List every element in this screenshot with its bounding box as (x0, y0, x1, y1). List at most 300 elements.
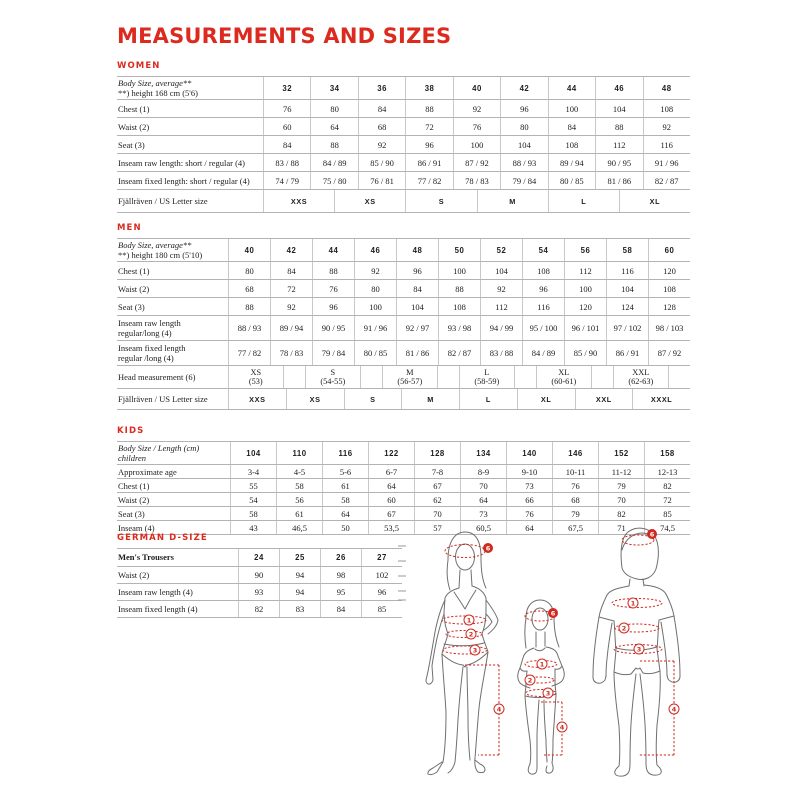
women-row-label (117, 190, 263, 212)
men-size-column-header: 44 (312, 239, 354, 261)
women-row-label-line: Fjällräven / US Letter size (118, 196, 208, 207)
men-row-label (117, 298, 228, 315)
men-size-column-header: 58 (606, 239, 648, 261)
kids-table-cell: 60,5 (460, 521, 506, 534)
men-table-cell: 94 / 99 (480, 316, 522, 340)
women-table-cell: 104 (595, 100, 642, 117)
men-table-cell: 72 (270, 280, 312, 297)
women-table-cell: 90 / 95 (595, 154, 642, 171)
women-table-cell: 88 (405, 100, 452, 117)
woman-seat-callout-number: 3 (472, 646, 478, 655)
child-left-leg (525, 696, 539, 774)
kids-size-column-header: 116 (322, 442, 368, 464)
kids-table-cell: 64 (506, 521, 552, 534)
women-size-column-header: 46 (595, 77, 642, 99)
women-row-label-line: Inseam fixed length: short / regular (4) (118, 175, 250, 186)
kids-table-cell: 4-5 (276, 465, 322, 478)
men-row-label-line: Waist (2) (118, 283, 150, 294)
men-row-label (117, 316, 228, 340)
woman-chest-callout-number: 1 (466, 616, 472, 625)
women-size-column-header: 38 (405, 77, 452, 99)
kids-table-cell: 50 (322, 521, 368, 534)
women-table-cell: 83 / 88 (263, 154, 310, 171)
men-head-size-cell (613, 366, 669, 388)
german-table-cell: 90 (238, 567, 279, 583)
woman-head-line (445, 545, 485, 558)
women-letter-size-cell: XS (334, 190, 405, 212)
man-head-callout-number: 6 (649, 530, 655, 539)
kids-table-cell: 62 (414, 493, 460, 506)
women-letter-size-row (117, 190, 690, 213)
women-table-cell: 100 (453, 136, 500, 153)
men-table-cell: 108 (648, 280, 690, 297)
women-table-cell: 96 (405, 136, 452, 153)
kids-table-cell: 68 (552, 493, 598, 506)
kids-table-cell: 58 (322, 493, 368, 506)
men-table-cell: 116 (522, 298, 564, 315)
kids-table-cell: 76 (552, 479, 598, 492)
men-row-label-line: Chest (1) (118, 265, 150, 276)
men-head-size-gap (361, 366, 382, 388)
german-table-cell: 94 (279, 584, 320, 600)
kids-table-cell: 64 (322, 507, 368, 520)
men-table-cell: 84 / 89 (522, 341, 564, 365)
men-table-cell: 96 (312, 298, 354, 315)
kids-table-cell: 79 (598, 479, 644, 492)
men-letter-size-cell: XXL (575, 389, 633, 409)
men-table-cell: 76 (312, 280, 354, 297)
men-head-size-cell (536, 366, 592, 388)
men-table-cell: 124 (606, 298, 648, 315)
men-header-row (117, 239, 690, 262)
men-header-label (117, 239, 228, 261)
men-size-column-header: 42 (270, 239, 312, 261)
women-letter-size-cell: XXS (263, 190, 334, 212)
kids-table-cell: 73 (460, 507, 506, 520)
men-table-cell: 96 (396, 262, 438, 279)
german-table-cell: 96 (361, 584, 402, 600)
men-row-label (117, 280, 228, 297)
woman-head-callout-number: 6 (485, 544, 491, 553)
kids-table-cell: 53,5 (368, 521, 414, 534)
woman-left-leg (428, 654, 463, 775)
men-table-cell: 97 / 102 (606, 316, 648, 340)
men-table-row (117, 298, 690, 316)
german-size-column-header: 27 (361, 549, 402, 566)
men-table-cell: 79 / 84 (312, 341, 354, 365)
men-table-cell: 80 / 85 (354, 341, 396, 365)
kids-table-row (117, 465, 690, 479)
man-right-arm (661, 616, 680, 682)
men-table-cell: 128 (648, 298, 690, 315)
men-table-cell: 92 / 97 (396, 316, 438, 340)
women-table-cell: 96 (500, 100, 547, 117)
kids-table-cell: 60 (368, 493, 414, 506)
kids-row-label-line: Waist (2) (118, 494, 150, 505)
kids-table-cell: 85 (644, 507, 690, 520)
german-table-cell: 84 (320, 601, 361, 617)
kids-size-column-header: 140 (506, 442, 552, 464)
men-head-size-label: XL (558, 367, 570, 377)
german-row-label-line: Inseam fixed length (4) (118, 603, 198, 614)
kids-size-column-header: 104 (230, 442, 276, 464)
german-table-cell: 95 (320, 584, 361, 600)
women-table-cell: 79 / 84 (500, 172, 547, 189)
women-table-cell: 104 (500, 136, 547, 153)
kids-table-cell: 67,5 (552, 521, 598, 534)
kids-table-row (117, 479, 690, 493)
kids-size-column-header: 158 (644, 442, 690, 464)
men-row-label-line: regular /long (4) (118, 353, 174, 364)
men-table-cell: 84 (396, 280, 438, 297)
women-table-cell: 89 / 94 (548, 154, 595, 171)
women-size-column-header: 48 (643, 77, 690, 99)
men-table-cell: 100 (438, 262, 480, 279)
page-title: MEASUREMENTS AND SIZES (117, 24, 452, 48)
women-table-cell: 84 / 89 (310, 154, 357, 171)
german-table-cell: 85 (361, 601, 402, 617)
women-table-cell: 80 (500, 118, 547, 135)
women-letter-size-cell: XL (619, 190, 690, 212)
kids-table-cell: 57 (414, 521, 460, 534)
woman-shoulders (445, 586, 486, 598)
kids-header-label-line: Body Size / Length (cm) children (118, 443, 200, 464)
men-table-cell: 88 (312, 262, 354, 279)
german-size-column-header: 24 (238, 549, 279, 566)
german-table-row (117, 567, 402, 584)
men-size-column-header: 52 (480, 239, 522, 261)
section-kids (117, 426, 690, 535)
men-table-cell: 112 (564, 262, 606, 279)
woman-figure (426, 532, 498, 775)
kids-table-cell: 8-9 (460, 465, 506, 478)
woman-left-arm (426, 600, 445, 684)
men-table-cell: 85 / 90 (564, 341, 606, 365)
kids-size-table (117, 441, 690, 535)
german-table-cell: 83 (279, 601, 320, 617)
kids-table-cell: 67 (414, 479, 460, 492)
kids-table-cell: 58 (230, 507, 276, 520)
kids-table-cell: 43 (230, 521, 276, 534)
men-table-cell: 93 / 98 (438, 316, 480, 340)
men-head-size-cell (459, 366, 515, 388)
men-table-cell: 112 (480, 298, 522, 315)
men-head-size-range: (60-61) (551, 377, 577, 387)
men-table-cell: 77 / 82 (228, 341, 270, 365)
kids-table-cell: 61 (322, 479, 368, 492)
kids-row-label-line: Chest (1) (118, 480, 150, 491)
women-table-cell: 72 (405, 118, 452, 135)
women-table-cell: 80 (310, 100, 357, 117)
men-letter-size-cell: XXS (228, 389, 286, 409)
men-table-cell: 120 (564, 298, 606, 315)
women-table-cell: 84 (358, 100, 405, 117)
women-table-cell: 92 (643, 118, 690, 135)
men-letter-size-cell: XXXL (632, 389, 690, 409)
women-table-cell: 84 (263, 136, 310, 153)
german-table-row (117, 584, 402, 601)
kids-row-label (117, 479, 230, 492)
kids-table-cell: 76 (506, 507, 552, 520)
men-table-cell: 81 / 86 (396, 341, 438, 365)
men-letter-size-cell: XL (517, 389, 575, 409)
women-table-row (117, 100, 690, 118)
women-header-label-line: **) height 168 cm (5'6) (118, 88, 198, 99)
women-table-cell: 86 / 91 (405, 154, 452, 171)
kids-table-cell: 55 (230, 479, 276, 492)
women-table-cell: 78 / 83 (453, 172, 500, 189)
women-header-label-line: Body Size, average** (118, 78, 192, 88)
women-row-label (117, 154, 263, 171)
men-row-label (117, 341, 228, 365)
child-right-leg (544, 695, 556, 773)
men-size-column-header: 50 (438, 239, 480, 261)
men-table-cell: 100 (564, 280, 606, 297)
kids-table-cell: 5-6 (322, 465, 368, 478)
men-table-cell: 84 (270, 262, 312, 279)
woman-waist-line (446, 631, 482, 638)
women-table-cell: 64 (310, 118, 357, 135)
kids-size-column-header: 152 (598, 442, 644, 464)
german-header-label (117, 549, 238, 566)
women-size-column-header: 34 (310, 77, 357, 99)
men-table-cell: 98 / 103 (648, 316, 690, 340)
woman-tank-hem (444, 643, 484, 646)
measurement-illustration (398, 524, 694, 794)
women-letter-size-cell: L (548, 190, 619, 212)
women-size-column-header: 44 (548, 77, 595, 99)
woman-waist-callout-number: 2 (468, 630, 474, 639)
men-table-cell: 104 (480, 262, 522, 279)
women-table-cell: 100 (548, 100, 595, 117)
men-table-row (117, 280, 690, 298)
women-header-row (117, 77, 690, 100)
kids-table-cell: 82 (598, 507, 644, 520)
kids-table-cell: 82 (644, 479, 690, 492)
german-table-cell: 102 (361, 567, 402, 583)
kids-size-column-header: 122 (368, 442, 414, 464)
german-table-cell: 98 (320, 567, 361, 583)
child-chest-callout-number: 1 (539, 660, 545, 669)
german-table-row (117, 601, 402, 618)
men-row-label-line: Head measurement (6) (118, 372, 196, 383)
men-head-measurement-cells (228, 366, 690, 388)
child-waist-callout-number: 2 (527, 676, 533, 685)
men-table-cell: 96 / 101 (564, 316, 606, 340)
men-table-row (117, 341, 690, 366)
german-table-cell: 93 (238, 584, 279, 600)
kids-row-label (117, 465, 230, 478)
women-table-row (117, 136, 690, 154)
kids-row-label-line: Inseam (4) (118, 522, 155, 533)
man-chest-callout-number: 1 (630, 599, 636, 608)
women-table-cell: 76 (453, 118, 500, 135)
men-head-size-cell (382, 366, 438, 388)
men-head-size-gap (284, 366, 305, 388)
kids-table-cell: 73 (506, 479, 552, 492)
men-letter-size-cell: M (401, 389, 459, 409)
men-table-cell: 104 (606, 280, 648, 297)
section-title-kids: KIDS (117, 426, 145, 436)
german-header-label-line: Men's Trousers (118, 552, 174, 563)
kids-table-row (117, 507, 690, 521)
kids-table-cell: 9-10 (506, 465, 552, 478)
men-row-label-line: Inseam fixed length (118, 343, 186, 354)
child-shoulders (523, 647, 558, 658)
men-head-size-range: (58-59) (474, 377, 500, 387)
child-seat-callout-number: 3 (545, 689, 551, 698)
section-men (117, 223, 690, 410)
men-size-table (117, 238, 690, 410)
men-head-size-label: XXL (632, 367, 650, 377)
men-letter-size-cell: S (344, 389, 402, 409)
women-table-cell: 108 (548, 136, 595, 153)
men-table-row (117, 316, 690, 341)
kids-table-cell: 3-4 (230, 465, 276, 478)
men-head-size-range: (53) (248, 377, 263, 387)
german-row-label (117, 601, 238, 617)
women-table-cell: 81 / 86 (595, 172, 642, 189)
men-size-column-header: 48 (396, 239, 438, 261)
man-left-arm (593, 617, 612, 683)
men-table-cell: 92 (354, 262, 396, 279)
man-neck (629, 579, 644, 586)
kids-row-label-line: Approximate age (118, 466, 177, 477)
men-table-cell: 96 (522, 280, 564, 297)
men-table-cell: 88 (228, 298, 270, 315)
men-table-cell: 80 (354, 280, 396, 297)
women-table-cell: 75 / 80 (310, 172, 357, 189)
women-table-cell: 108 (643, 100, 690, 117)
section-women (117, 61, 690, 213)
women-table-cell: 88 / 93 (500, 154, 547, 171)
kids-table-cell: 66 (506, 493, 552, 506)
men-head-size-gap (515, 366, 536, 388)
kids-table-cell: 67 (368, 507, 414, 520)
men-row-label-line: regular/long (4) (118, 328, 172, 339)
kids-table-cell: 74,5 (644, 521, 690, 534)
kids-table-cell: 70 (598, 493, 644, 506)
men-head-size-cell (305, 366, 361, 388)
men-header-label-line: Body Size, average** (118, 240, 192, 250)
men-size-column-header: 40 (228, 239, 270, 261)
kids-table-cell: 71 (598, 521, 644, 534)
men-table-cell: 89 / 94 (270, 316, 312, 340)
women-table-cell: 77 / 82 (405, 172, 452, 189)
section-title-women: WOMEN (117, 61, 161, 71)
woman-measurements (442, 543, 504, 755)
women-table-row (117, 118, 690, 136)
section-title-men: MEN (117, 223, 142, 233)
men-head-size-gap (669, 366, 690, 388)
german-size-column-header: 26 (320, 549, 361, 566)
men-table-cell: 116 (606, 262, 648, 279)
man-waist-callout-number: 2 (621, 624, 627, 633)
women-row-label (117, 172, 263, 189)
german-size-column-header: 25 (279, 549, 320, 566)
german-d-size-table (117, 548, 402, 618)
women-size-column-header: 40 (453, 77, 500, 99)
men-row-label (117, 366, 228, 388)
men-table-cell: 92 (480, 280, 522, 297)
women-header-label (117, 77, 263, 99)
german-row-label (117, 584, 238, 600)
kids-table-cell: 79 (552, 507, 598, 520)
german-row-label-line: Waist (2) (118, 569, 150, 580)
men-table-cell: 88 (438, 280, 480, 297)
men-row-label-line: Fjällräven / US Letter size (118, 394, 208, 405)
men-row-label-line: Seat (3) (118, 301, 145, 312)
women-table-cell: 74 / 79 (263, 172, 310, 189)
women-table-cell: 116 (643, 136, 690, 153)
kids-table-cell: 72 (644, 493, 690, 506)
men-table-cell: 95 / 100 (522, 316, 564, 340)
kids-table-cell: 54 (230, 493, 276, 506)
kids-table-cell: 46,5 (276, 521, 322, 534)
german-table-cell: 94 (279, 567, 320, 583)
women-row-label-line: Chest (1) (118, 103, 150, 114)
women-table-cell: 92 (453, 100, 500, 117)
women-row-label-line: Seat (3) (118, 139, 145, 150)
kids-size-column-header: 146 (552, 442, 598, 464)
woman-inseam-callout-number: 4 (496, 705, 502, 714)
women-row-label-line: Inseam raw length: short / regular (4) (118, 157, 245, 168)
men-header-label-line: **) height 180 cm (5'10) (118, 250, 203, 261)
men-table-cell: 100 (354, 298, 396, 315)
child-tee-neckline (535, 648, 545, 651)
man-shoulders (607, 585, 666, 595)
women-table-cell: 91 / 96 (643, 154, 690, 171)
woman-hair (447, 532, 486, 590)
kids-table-cell: 58 (276, 479, 322, 492)
men-size-column-header: 60 (648, 239, 690, 261)
german-table-cell: 82 (238, 601, 279, 617)
man-right-leg (640, 671, 661, 775)
men-size-column-header: 54 (522, 239, 564, 261)
women-table-cell: 87 / 92 (453, 154, 500, 171)
women-table-cell: 92 (358, 136, 405, 153)
women-table-cell: 82 / 87 (643, 172, 690, 189)
kids-row-label-line: Seat (3) (118, 508, 145, 519)
women-row-label (117, 100, 263, 117)
men-letter-size-cell: L (459, 389, 517, 409)
kids-row-label (117, 507, 230, 520)
women-table-cell: 76 (263, 100, 310, 117)
men-size-column-header: 56 (564, 239, 606, 261)
women-size-table (117, 76, 690, 213)
women-table-cell: 60 (263, 118, 310, 135)
women-table-cell: 80 / 85 (548, 172, 595, 189)
child-figure (518, 600, 565, 774)
men-table-cell: 90 / 95 (312, 316, 354, 340)
men-size-column-header: 46 (354, 239, 396, 261)
child-hair (525, 600, 559, 648)
men-table-cell: 83 / 88 (480, 341, 522, 365)
women-letter-size-cell: S (405, 190, 476, 212)
man-measurements (612, 529, 679, 755)
kids-table-cell: 6-7 (368, 465, 414, 478)
women-table-cell: 76 / 81 (358, 172, 405, 189)
men-table-cell: 120 (648, 262, 690, 279)
kids-table-cell: 56 (276, 493, 322, 506)
section-title-german-d-size: GERMAN D-SIZE (117, 533, 208, 543)
men-letter-size-row (117, 389, 690, 410)
section-german-d-size (117, 533, 402, 618)
man-inseam-callout-number: 4 (671, 705, 677, 714)
women-letter-size-cell: M (477, 190, 548, 212)
man-seat-callout-number: 3 (636, 645, 642, 654)
men-table-cell: 104 (396, 298, 438, 315)
